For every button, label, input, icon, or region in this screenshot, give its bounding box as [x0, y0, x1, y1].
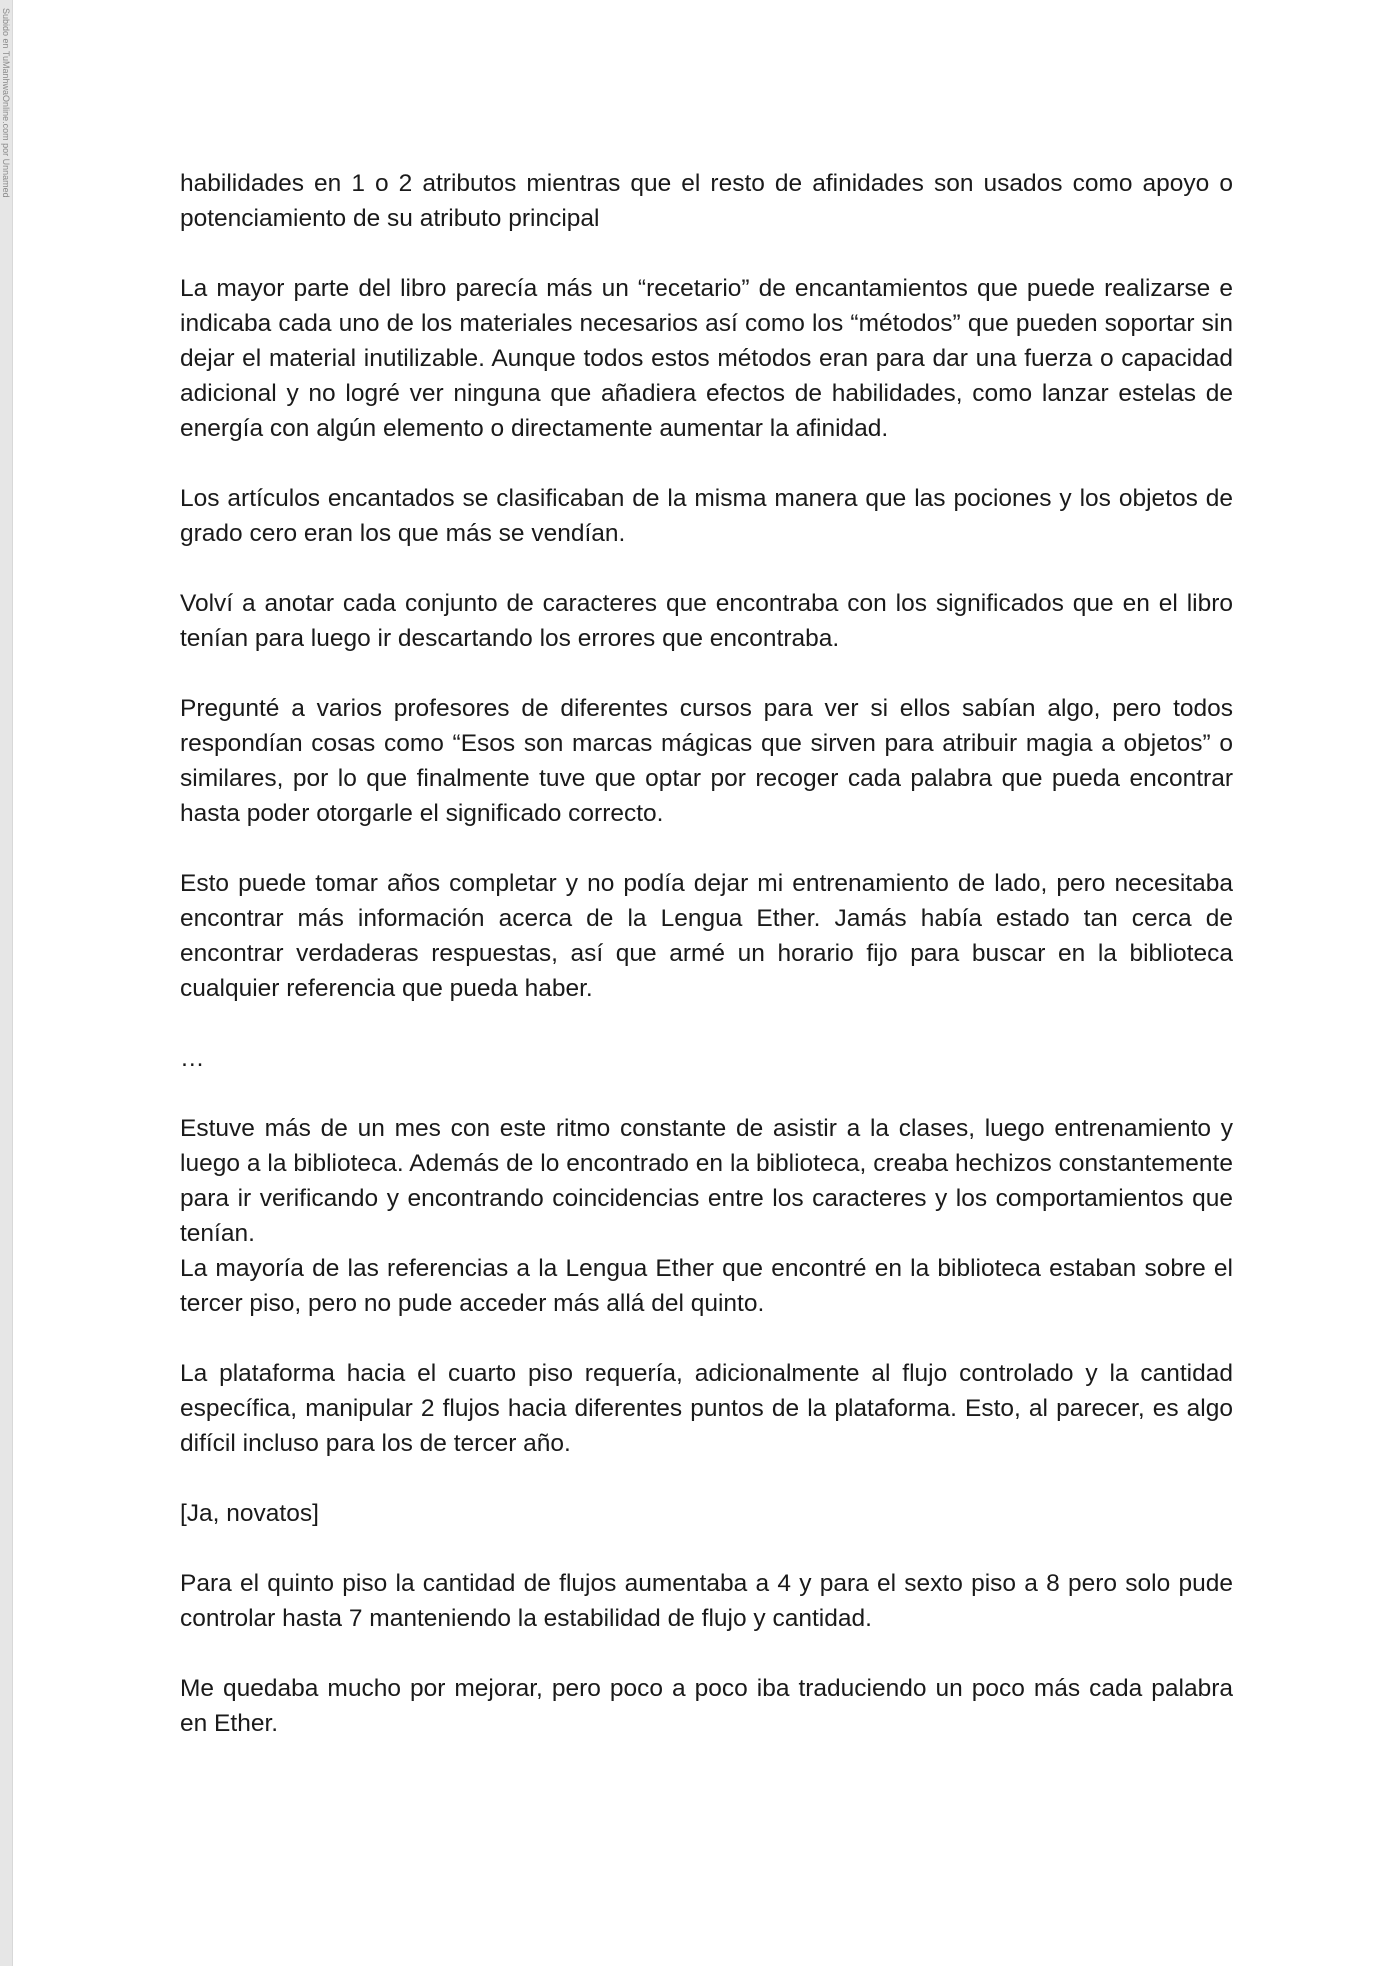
bracketed-note: [Ja, novatos] [180, 1500, 319, 1527]
paragraph: Esto puede tomar años completar y no podía dejar mi entrenamiento de lado, pero necesitaba encontrar más información acerca de la Lengua Ether. Jamás había estado tan cerca de encontrar verdaderas respuestas, así que armé un horario fijo para buscar en la biblioteca cualquier referencia que pueda haber. [180, 870, 1233, 1002]
paragraph: Volví a anotar cada conjunto de caracteres que encontraba con los significados que en el libro tenían para luego ir descartando los errores que encontraba. [180, 590, 1233, 652]
paragraph: habilidades en 1 o 2 atributos mientras que el resto de afinidades son usados como apoyo o potenciamiento de su atributo principal [180, 170, 1233, 232]
paragraph: Pregunté a varios profesores de diferentes cursos para ver si ellos sabían algo, pero todos respondían cosas como “Esos son marcas mágicas que sirven para atribuir magia a objetos” o similares, por lo que finalmente tuve que optar por recoger cada palabra que pueda encontrar hasta poder otorgarle el significado correcto. [180, 695, 1233, 827]
paragraph: Para el quinto piso la cantidad de flujos aumentaba a 4 y para el sexto piso a 8 pero solo pude controlar hasta 7 manteniendo la estabilidad de flujo y cantidad. [180, 1570, 1233, 1632]
paragraph: La mayor parte del libro parecía más un “recetario” de encantamientos que puede realizarse e indicaba cada uno de los materiales necesarios así como los “métodos” que pueden soportar sin dejar el material inutilizable. Aunque todos estos métodos eran para dar una fuerza o capacidad adicional y no logré ver ninguna que añadiera efectos de habilidades, como lanzar estelas de energía con algún elemento o directamente aumentar la afinidad. [180, 275, 1233, 442]
ellipsis-separator: … [180, 1045, 205, 1072]
upload-watermark: Subido en TuManhwaOnline.com por Unnamed [1, 8, 11, 198]
paragraph: Los artículos encantados se clasificaban de la misma manera que las pociones y los objetos de grado cero eran los que más se vendían. [180, 485, 1233, 547]
paragraph: Estuve más de un mes con este ritmo constante de asistir a la clases, luego entrenamiento y luego a la biblioteca. Además de lo encontrado en la biblioteca, creaba hechizos constantemente para ir verificando y encontrando coincidencias entre los caracteres y los comportamientos que tenían. [180, 1115, 1233, 1247]
document-body [180, 166, 1233, 1776]
paragraph: La mayoría de las referencias a la Lengua Ether que encontré en la biblioteca estaban sobre el tercer piso, pero no pude acceder más allá del quinto. [180, 1255, 1233, 1317]
paragraph: Me quedaba mucho por mejorar, pero poco a poco iba traduciendo un poco más cada palabra en Ether. [180, 1675, 1233, 1737]
left-margin-strip [0, 0, 13, 1966]
paragraph: La plataforma hacia el cuarto piso requería, adicionalmente al flujo controlado y la cantidad específica, manipular 2 flujos hacia diferentes puntos de la plataforma. Esto, al parecer, es algo difícil incluso para los de tercer año. [180, 1360, 1233, 1457]
